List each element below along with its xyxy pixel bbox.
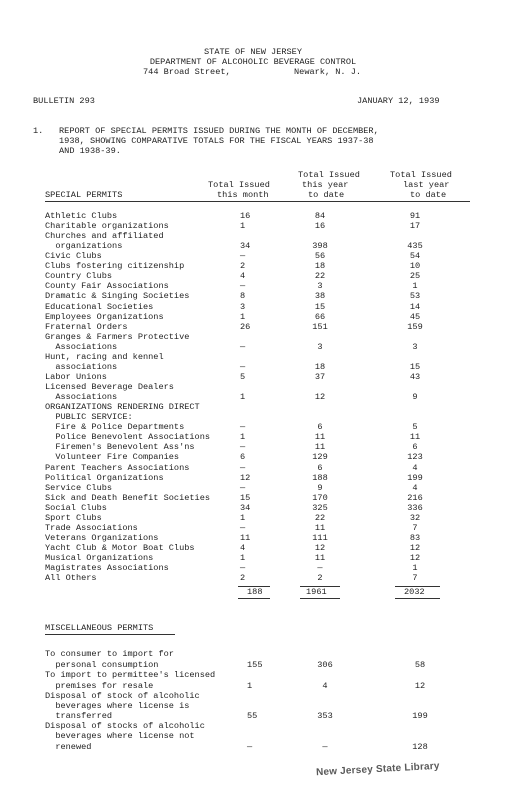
row-label: Charitable organizations [45, 221, 169, 232]
row-this-month: 11 [240, 532, 251, 543]
row-this-month: 5 [240, 371, 246, 382]
col3-header-b: last year [403, 180, 450, 190]
row-this-month: — [240, 442, 246, 453]
row-this-year: 9 [317, 482, 323, 493]
misc-label: To consumer to import for [45, 649, 174, 659]
row-this-month: — [240, 251, 246, 262]
row-label: Parent Teachers Associations [45, 462, 190, 473]
row-this-year: 22 [314, 271, 326, 282]
row-last-year: 15 [409, 361, 421, 372]
col2-header-b: this year [302, 180, 349, 190]
total-underline-2 [300, 598, 340, 599]
misc-this-month: — [247, 742, 253, 752]
row-label: Churches and affiliated [45, 231, 164, 242]
row-this-month: 1 [240, 392, 246, 403]
row-label: Magistrates Associations [45, 563, 169, 574]
row-last-year: 1 [412, 563, 418, 574]
row-last-year: 199 [407, 472, 423, 483]
row-this-year: 11 [314, 522, 326, 533]
row-last-year: 3 [412, 341, 418, 352]
report-number: 1. [33, 126, 44, 136]
row-label: Associations [45, 392, 118, 403]
row-last-year: 6 [412, 442, 418, 453]
total-this-year: 1961 [306, 587, 327, 597]
row-this-year: 66 [314, 311, 326, 322]
row-this-month: — [240, 361, 246, 372]
row-last-year: 12 [409, 553, 421, 564]
row-label: Service Clubs [45, 482, 113, 493]
total-last-year: 2032 [404, 587, 425, 597]
header-address: 744 Broad Street, [143, 67, 231, 77]
row-this-year: 6 [317, 462, 323, 473]
row-this-year: 18 [314, 261, 326, 272]
misc-label: transferred [45, 711, 113, 721]
col2-header-c: to date [308, 190, 345, 200]
row-last-year: 9 [412, 392, 418, 403]
row-this-month: 12 [240, 472, 251, 483]
row-last-year: 4 [412, 482, 418, 493]
misc-this-year: 306 [317, 660, 333, 670]
row-this-month: — [240, 563, 246, 574]
misc-label: personal consumption [45, 660, 159, 670]
row-this-year: 37 [314, 371, 326, 382]
row-label: Country Clubs [45, 271, 113, 282]
row-last-year: 435 [407, 241, 423, 252]
row-last-year: 43 [409, 371, 421, 382]
row-label: Volunteer Fire Companies [45, 452, 180, 463]
misc-this-month: 1 [247, 681, 253, 691]
row-this-month: — [240, 482, 246, 493]
row-label: Athletic Clubs [45, 211, 118, 221]
misc-this-year: 4 [322, 681, 328, 691]
row-label: Civic Clubs [45, 251, 102, 262]
row-this-month: 2 [240, 261, 246, 272]
row-label: ORGANIZATIONS RENDERING DIRECT [45, 402, 200, 413]
row-this-month: — [240, 281, 246, 292]
row-last-year: 17 [409, 221, 421, 232]
row-this-year: 3 [317, 341, 323, 352]
row-label: Licensed Beverage Dealers [45, 382, 174, 393]
misc-label: beverages where license is [45, 701, 190, 711]
row-this-month: 4 [240, 542, 246, 553]
row-last-year: 4 [412, 462, 418, 473]
table-row [0, 453, 506, 463]
row-last-year: 53 [409, 291, 421, 302]
row-this-month: 1 [240, 432, 246, 443]
row-this-year: 188 [312, 472, 328, 483]
row-this-month: — [240, 341, 246, 352]
bulletin-number: BULLETIN 293 [33, 96, 95, 106]
row-label: Sport Clubs [45, 512, 102, 523]
row-this-year: 56 [314, 251, 326, 262]
row-last-year: 91 [409, 211, 421, 221]
row-last-year: 11 [409, 432, 421, 443]
row-this-year: 129 [312, 452, 328, 463]
row-this-month: 2 [240, 573, 246, 584]
row-last-year: 83 [409, 532, 421, 543]
row-label: Employees Organizations [45, 311, 164, 322]
row-label: Granges & Farmers Protective [45, 331, 190, 342]
row-label: organizations [45, 241, 123, 252]
total-underline-1 [238, 598, 270, 599]
misc-label: Disposal of stocks of alcoholic [45, 721, 205, 731]
misc-last-year: 12 [414, 681, 426, 691]
misc-this-month: 155 [247, 660, 263, 670]
row-last-year: 216 [407, 492, 423, 503]
row-last-year: 1 [412, 281, 418, 292]
bulletin-date: JANUARY 12, 1939 [357, 96, 440, 106]
col1-header-a: Total Issued [208, 180, 270, 190]
row-last-year: 12 [409, 542, 421, 553]
row-this-year: 22 [314, 512, 326, 523]
row-this-month: 6 [240, 452, 246, 463]
row-label: Associations [45, 341, 118, 352]
special-permits-heading: SPECIAL PERMITS [45, 190, 123, 200]
row-this-year: 11 [314, 553, 326, 564]
row-label: All Others [45, 573, 97, 584]
row-this-year: 2 [317, 573, 323, 584]
row-label: Firemen's Benevolent Ass'ns [45, 442, 195, 453]
row-this-month: 3 [240, 301, 246, 312]
row-label: Sick and Death Benefit Societies [45, 492, 211, 503]
row-this-month: 1 [240, 512, 246, 523]
table-row [0, 464, 506, 474]
misc-label: Disposal of stock of alcoholic [45, 691, 200, 701]
row-last-year: 5 [412, 422, 418, 433]
row-this-month: 26 [240, 321, 251, 332]
row-last-year: 336 [407, 502, 423, 513]
row-label: Police Benevolent Associations [45, 432, 211, 443]
total-underline-3 [395, 598, 440, 599]
row-this-month: — [240, 522, 246, 533]
total-this-month: 188 [247, 587, 263, 597]
header-state: STATE OF NEW JERSEY [204, 47, 302, 57]
row-this-year: 18 [314, 361, 326, 372]
row-label: associations [45, 361, 118, 372]
row-this-year: 12 [314, 392, 326, 403]
row-this-year: 38 [314, 291, 326, 302]
row-last-year: 45 [409, 311, 421, 322]
row-this-month: — [240, 422, 246, 433]
row-last-year: 25 [409, 271, 421, 282]
row-this-month: 15 [240, 492, 251, 503]
row-label: Musical Organizations [45, 553, 154, 564]
misc-label: renewed [45, 742, 92, 752]
row-this-year: 12 [314, 542, 326, 553]
report-line-1: REPORT OF SPECIAL PERMITS ISSUED DURING THE MONTH OF DECEMBER, [59, 126, 379, 136]
misc-label: premises for resale [45, 681, 154, 691]
row-this-year: 15 [314, 301, 326, 312]
col3-header-c: to date [410, 190, 447, 200]
row-this-year: 398 [312, 241, 328, 252]
misc-this-year: 353 [317, 711, 333, 721]
row-this-year: 11 [314, 442, 326, 453]
misc-this-year: — [322, 742, 328, 752]
row-label: Political Organizations [45, 472, 164, 483]
row-last-year: 54 [409, 251, 421, 262]
row-last-year: 7 [412, 573, 418, 584]
row-label: Fire & Police Departments [45, 422, 185, 433]
col3-header-a: Total Issued [390, 170, 452, 180]
table-row [0, 292, 506, 302]
row-this-year: 6 [317, 422, 323, 433]
row-this-month: 1 [240, 553, 246, 564]
row-label: PUBLIC SERVICE: [45, 412, 133, 423]
misc-heading-rule [45, 634, 175, 635]
row-this-year: 16 [314, 221, 326, 232]
misc-heading: MISCELLANEOUS PERMITS [45, 623, 154, 633]
row-this-month: 34 [240, 241, 251, 252]
row-this-month: 1 [240, 311, 246, 322]
row-this-year: 325 [312, 502, 328, 513]
row-this-month: 34 [240, 502, 251, 513]
col1-header-b: this month [217, 190, 269, 200]
row-last-year: 10 [409, 261, 421, 272]
misc-last-year: 58 [414, 660, 426, 670]
row-label: Trade Associations [45, 522, 138, 533]
misc-this-month: 55 [247, 711, 258, 721]
misc-last-year: 128 [412, 742, 428, 752]
misc-last-year: 199 [412, 711, 428, 721]
row-this-year: 3 [317, 281, 323, 292]
row-this-year: 84 [314, 211, 326, 221]
row-label: Labor Unions [45, 371, 107, 382]
row-label: Dramatic & Singing Societies [45, 291, 190, 302]
row-this-year: 170 [312, 492, 328, 503]
row-this-year: 11 [314, 432, 326, 443]
row-last-year: 32 [409, 512, 421, 523]
table-row [0, 574, 506, 584]
row-last-year: 7 [412, 522, 418, 533]
header-department: DEPARTMENT OF ALCOHOLIC BEVERAGE CONTROL [149, 57, 357, 67]
row-this-year: 111 [312, 532, 328, 543]
row-this-month: 4 [240, 271, 246, 282]
row-this-month: 8 [240, 291, 246, 302]
row-label: County Fair Associations [45, 281, 169, 292]
row-label: Yacht Club & Motor Boat Clubs [45, 542, 195, 553]
row-this-year: — [317, 563, 323, 574]
row-label: Educational Societies [45, 301, 154, 312]
row-last-year: 123 [407, 452, 423, 463]
row-this-year: 151 [312, 321, 328, 332]
row-last-year: 159 [407, 321, 423, 332]
header-city: Newark, N. J. [294, 67, 362, 77]
col2-header-a: Total Issued [298, 170, 360, 180]
header-rule [45, 201, 470, 202]
row-label: Social Clubs [45, 502, 107, 513]
library-stamp: New Jersey State Library [315, 760, 440, 779]
row-last-year: 14 [409, 301, 421, 312]
report-line-2: 1938, SHOWING COMPARATIVE TOTALS FOR THE FISCAL YEARS 1937-38 [59, 136, 374, 146]
row-label: Veterans Organizations [45, 532, 159, 543]
misc-label: To import to permittee's licensed [45, 670, 216, 680]
misc-label: beverages where license not [45, 731, 195, 741]
row-label: Hunt, racing and kennel [45, 351, 164, 362]
report-line-3: AND 1938-39. [59, 146, 121, 156]
row-label: Fraternal Orders [45, 321, 128, 332]
row-this-month: 1 [240, 221, 246, 232]
row-label: Clubs fostering citizenship [45, 261, 185, 272]
row-this-month: 16 [240, 211, 251, 221]
row-this-month: — [240, 462, 246, 473]
